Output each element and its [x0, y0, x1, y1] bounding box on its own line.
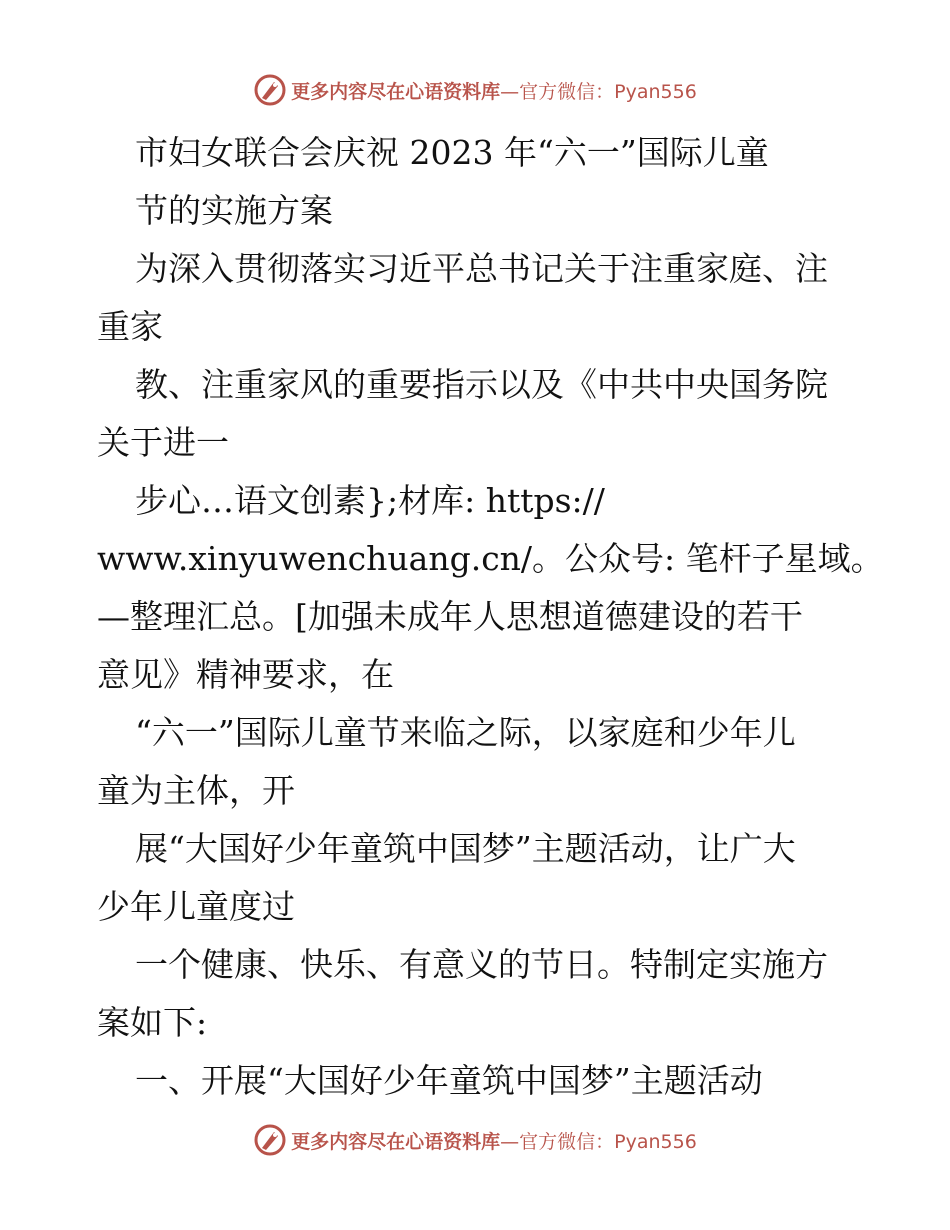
footer-watermark — [0, 1120, 950, 1160]
paragraph-line: 一个健康、快乐、有意义的节日。特制定实施方 — [135, 945, 828, 984]
paragraph-line: —整理汇总。[加强未成年人思想道德建设的若干 — [97, 597, 803, 636]
watermark-official: —官方微信：Pyan556 — [500, 1130, 697, 1153]
paragraph-line: “六一”国际儿童节来临之际，以家庭和少年儿 — [135, 713, 796, 752]
paragraph-line: 童为主体，开 — [97, 771, 295, 810]
paragraph-line: www.xinyuwenchuang.cn/。公众号: 笔杆子星域。 — [97, 539, 884, 578]
paragraph-line: 教、注重家风的重要指示以及《中共中央国务院 — [135, 365, 828, 404]
paragraph-line: 案如下: — [97, 1003, 208, 1042]
watermark-main: 更多内容尽在心语资料库 — [291, 80, 501, 103]
watermark-official: —官方微信：Pyan556 — [500, 80, 697, 103]
pen-nib-seal-icon — [253, 73, 287, 107]
paragraph-line: 为深入贯彻落实习近平总书记关于注重家庭、注 — [135, 249, 828, 288]
paragraph-line: 展“大国好少年童筑中国梦”主题活动，让广大 — [135, 829, 796, 868]
header-watermark — [0, 70, 950, 110]
pen-nib-seal-icon — [253, 1123, 287, 1157]
paragraph-line: 少年儿童度过 — [97, 887, 295, 926]
paragraph-line: 步心…语文创素};材库: https:// — [135, 481, 605, 520]
paragraph-line: 关于进一 — [97, 423, 229, 462]
watermark-text — [291, 77, 697, 104]
watermark-text — [291, 1127, 697, 1154]
title-line-2: 节的实施方案 — [135, 191, 333, 230]
watermark-main: 更多内容尽在心语资料库 — [291, 1130, 501, 1153]
title-line-1: 市妇女联合会庆祝 2023 年“六一”国际儿童 — [135, 133, 769, 172]
paragraph-line: 重家 — [97, 307, 163, 346]
paragraph-line: 意见》精神要求，在 — [97, 655, 394, 694]
document-body — [97, 124, 884, 1110]
section-heading: 一、开展“大国好少年童筑中国梦”主题活动 — [135, 1061, 763, 1100]
